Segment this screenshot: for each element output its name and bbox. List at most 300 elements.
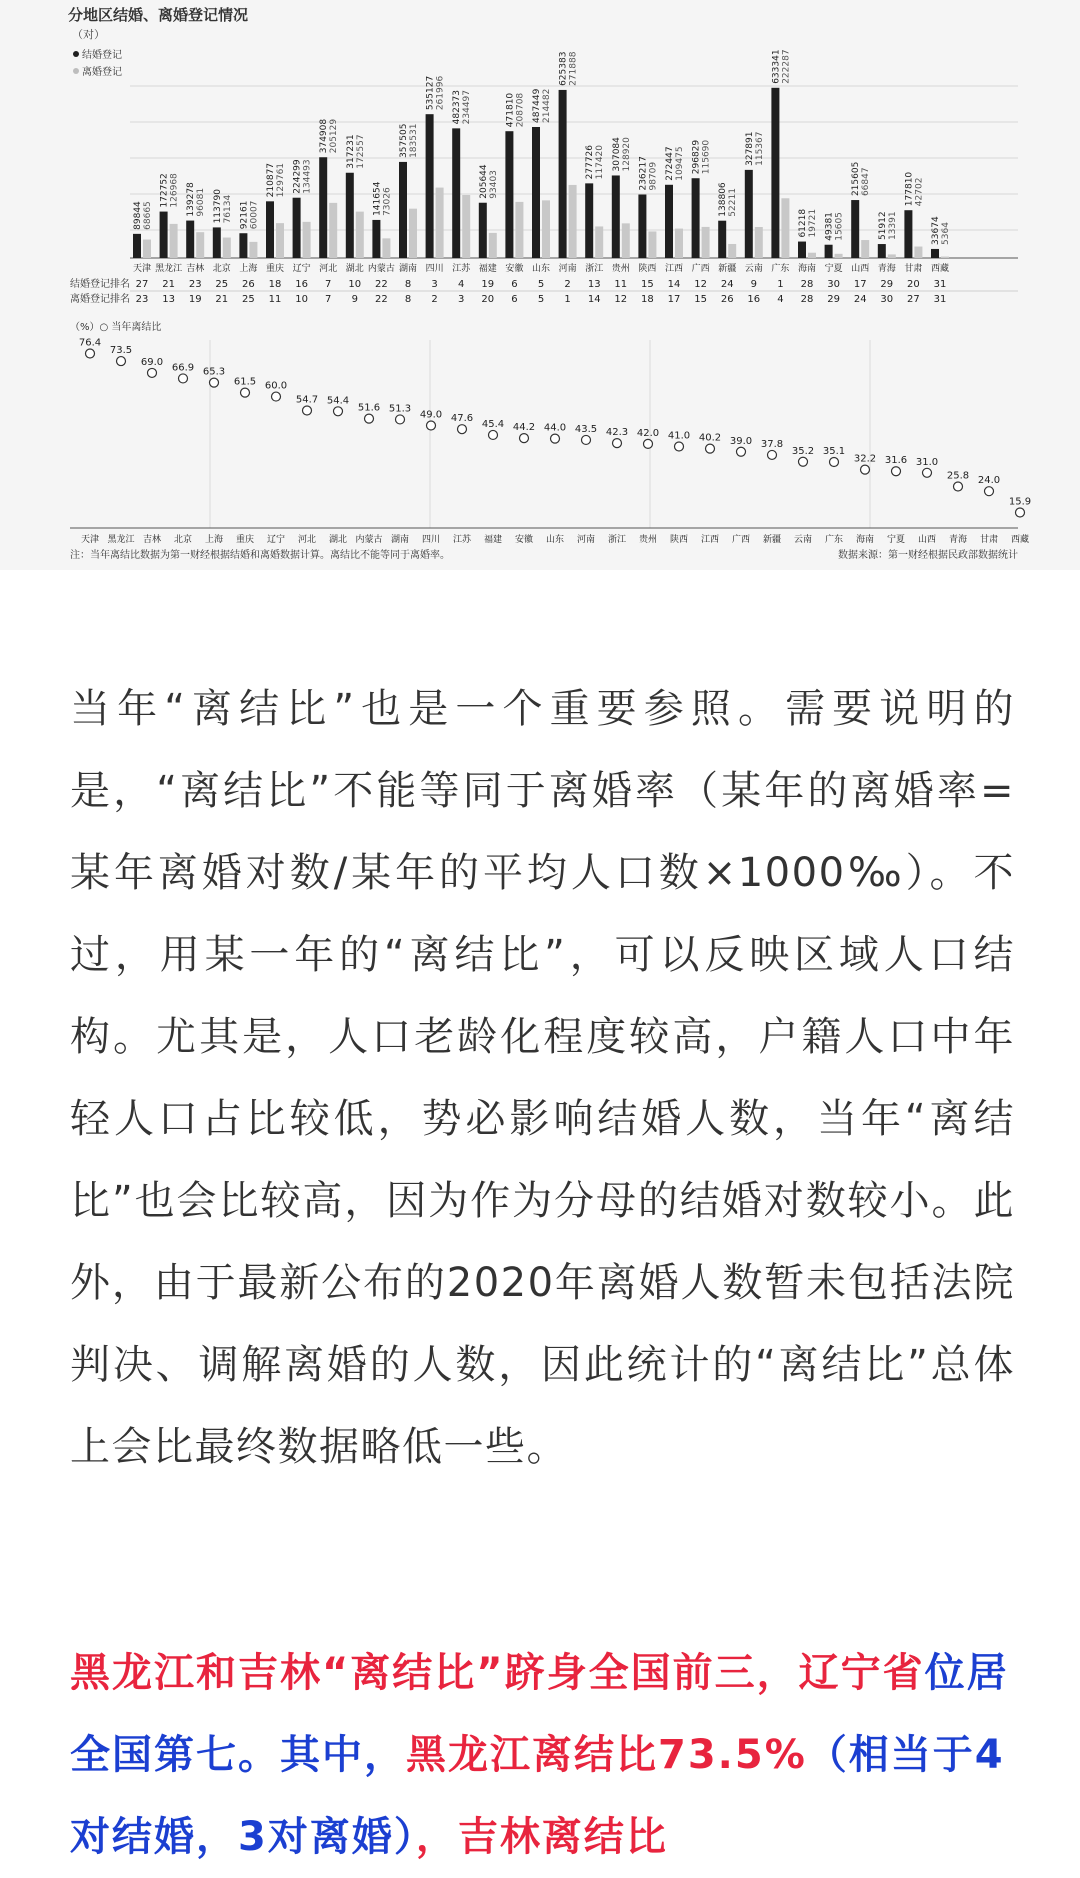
marriage-bar — [346, 173, 354, 258]
ratio-value-label: 25.8 — [946, 470, 970, 482]
ratio-value-label: 73.5 — [109, 345, 133, 357]
bar-category-label: 广东 — [771, 264, 790, 274]
bar-category-label: 湖北 — [345, 264, 364, 274]
divorce-bar — [436, 188, 444, 258]
bar-category-label: 辽宁 — [292, 264, 311, 274]
marriage-bar — [133, 234, 141, 258]
divorce-rank-value: 5 — [537, 294, 545, 305]
bar-category-label: 浙江 — [585, 264, 604, 274]
ratio-point — [489, 430, 498, 439]
marriage-bar — [718, 221, 726, 258]
marriage-bar — [266, 201, 274, 258]
ratio-category-label: 甘肃 — [979, 535, 999, 545]
marriage-value-label: 177810 — [904, 171, 915, 207]
ratio-value-label: 44.0 — [543, 422, 567, 434]
article-body — [70, 668, 1015, 1488]
ratio-point — [303, 406, 312, 415]
ratio-category-label: 湖北 — [328, 535, 348, 545]
ratio-point — [768, 450, 777, 459]
divorce-rank-value: 7 — [325, 294, 332, 305]
marriage-rank-value: 14 — [667, 279, 681, 290]
divorce-bar — [462, 195, 470, 258]
divorce-rank-value: 8 — [404, 294, 412, 305]
legend-divorce-swatch — [73, 68, 79, 74]
divorce-value-label: 115367 — [754, 131, 765, 166]
ratio-point — [923, 468, 932, 477]
divorce-value-label: 13391 — [887, 211, 898, 241]
bar-category-label: 山东 — [531, 264, 551, 274]
divorce-bar — [196, 232, 204, 258]
divorce-bar — [303, 222, 311, 258]
divorce-value-label: 134493 — [302, 159, 313, 194]
ratio-point — [117, 357, 126, 366]
highlight-paragraph — [70, 1632, 1015, 1878]
ratio-value-label: 39.0 — [729, 435, 753, 447]
bar-category-label: 海南 — [797, 264, 817, 274]
marriage-bar — [931, 249, 939, 258]
divorce-bar — [728, 244, 736, 258]
marriage-rank-value: 24 — [720, 279, 734, 290]
marriage-value-label: 205644 — [478, 164, 489, 199]
marriage-rank-value: 2 — [564, 279, 571, 290]
highlight-run-5: ，吉林离结比 — [415, 1814, 668, 1860]
marriage-bar — [186, 221, 194, 258]
ratio-point — [551, 434, 560, 443]
ratio-category-label: 江苏 — [452, 535, 472, 545]
divorce-rank-value: 16 — [747, 294, 761, 305]
divorce-bar — [329, 203, 337, 258]
bar-category-label: 甘肃 — [904, 264, 923, 274]
marriage-bar — [213, 227, 221, 258]
marriage-value-label: 113790 — [212, 189, 223, 224]
divorce-bar — [569, 185, 577, 258]
marriage-rank-value: 5 — [537, 279, 545, 290]
ratio-value-label: 45.4 — [481, 418, 505, 430]
ratio-value-label: 76.4 — [78, 337, 102, 349]
bar-category-label: 福建 — [478, 264, 497, 274]
marriage-bar — [585, 183, 593, 258]
marriage-rank-value: 7 — [325, 279, 332, 290]
ratio-value-label: 41.0 — [667, 430, 691, 442]
bar-category-label: 湖南 — [398, 264, 418, 274]
legend-marriage-label: 结婚登记 — [82, 50, 122, 61]
ratio-point — [241, 388, 250, 397]
highlight-run-1: 黑龙江和吉林“离结比”跻身全国前三，辽宁省 — [70, 1650, 925, 1696]
ratio-point — [1016, 508, 1025, 517]
marriage-value-label: 236217 — [638, 156, 649, 191]
marriage-bar — [878, 244, 886, 258]
divorce-bar — [755, 227, 763, 258]
divorce-rank-value: 23 — [135, 294, 149, 305]
ratio-category-label: 北京 — [173, 535, 193, 545]
divorce-bar — [223, 238, 231, 258]
marriage-rank-value: 18 — [268, 279, 282, 290]
chart-note: 注：当年离结比数据为第一财经根据结婚和离婚数据计算。离结比不能等同于离婚率。 — [70, 550, 450, 561]
bar-category-label: 新疆 — [718, 264, 737, 274]
ratio-point — [861, 465, 870, 474]
bar-category-label: 上海 — [239, 264, 258, 274]
marriage-value-label: 51912 — [877, 211, 888, 241]
ratio-point — [179, 374, 188, 383]
divorce-bar — [941, 257, 949, 258]
marriage-rank-value: 31 — [933, 279, 947, 290]
divorce-bar — [702, 227, 710, 258]
divorce-bar — [622, 223, 630, 258]
marriage-bar — [426, 114, 434, 258]
marriage-bar — [904, 210, 912, 258]
divorce-rank-value: 17 — [667, 294, 681, 305]
ratio-point — [675, 442, 684, 451]
marriage-value-label: 33674 — [931, 216, 941, 245]
divorce-bar — [648, 231, 656, 258]
bar-category-label: 黑龙江 — [155, 264, 183, 274]
marriage-value-label: 307084 — [611, 137, 622, 172]
divorce-rank-value: 31 — [933, 294, 947, 305]
marriage-value-label: 633341 — [771, 49, 782, 84]
marriage-value-label: 172752 — [159, 173, 170, 208]
marriage-rank-value: 8 — [404, 279, 412, 290]
marriage-bar — [665, 185, 673, 258]
marriage-value-label: 224299 — [292, 159, 303, 194]
divorce-bar — [808, 253, 816, 258]
marriage-bar — [452, 128, 460, 258]
marriage-rank-value: 9 — [750, 279, 757, 290]
article-paragraph: 当年“离结比”也是一个重要参照。需要说明的是，“离结比”不能等同于离婚率（某年的离婚率=某年离婚对数/某年的平均人口数×1000‰）。不过，用某一年的“离结比”，可以反映区域人口结构。尤其是，人口老龄化程度较高，户籍人口中年轻人口占比较低，势必影响结婚人数，当年“离结比”也会比较高，因为作为分母的结婚对数较小。此外，由于最新公布的2020年离婚人数暂未包括法院判决、调解离婚的人数，因此统计的“离结比”总体上会比最终数据略低一些。 — [70, 686, 1015, 1470]
marriage-bar — [293, 198, 301, 258]
divorce-value-label: 96081 — [196, 187, 207, 217]
divorce-value-label: 52211 — [728, 188, 739, 217]
marriage-value-label: 296829 — [691, 139, 702, 175]
marriage-rank-value: 29 — [880, 279, 894, 290]
marriage-value-label: 277726 — [585, 145, 596, 180]
marriage-value-label: 141654 — [372, 181, 383, 216]
divorce-bar — [542, 200, 550, 258]
ratio-category-label: 山东 — [545, 535, 565, 545]
ratio-category-label: 云南 — [793, 535, 813, 545]
ratio-category-label: 宁夏 — [886, 535, 906, 545]
marriage-value-label: 625383 — [558, 51, 569, 86]
marriage-bar — [798, 242, 806, 258]
divorce-rank-value: 13 — [162, 294, 175, 305]
highlight-run-2: 位居全国第七。其中， — [70, 1650, 1009, 1778]
ratio-category-label: 内蒙古 — [355, 535, 383, 545]
ratio-category-label: 吉林 — [142, 535, 162, 545]
marriage-value-label: 535127 — [425, 75, 436, 111]
ratio-value-label: 65.3 — [202, 366, 226, 378]
marriage-bar — [319, 157, 327, 258]
divorce-value-label: 73026 — [382, 187, 393, 216]
ratio-category-label: 上海 — [204, 535, 224, 545]
ratio-point — [892, 467, 901, 476]
ratio-value-label: 32.2 — [853, 453, 877, 465]
ratio-point — [427, 421, 436, 430]
divorce-rank-value: 29 — [827, 294, 840, 305]
marriage-rank-value: 12 — [694, 279, 707, 290]
ratio-value-label: 15.9 — [1008, 496, 1032, 508]
divorce-rank-value: 14 — [587, 294, 601, 305]
divorce-rank-value: 22 — [375, 294, 388, 305]
bar-category-label: 贵州 — [611, 264, 630, 274]
ratio-category-label: 天津 — [80, 535, 100, 545]
bar-category-label: 天津 — [132, 264, 152, 274]
marriage-bar — [771, 88, 779, 258]
marriage-bar — [479, 203, 487, 258]
marriage-rank-value: 27 — [135, 279, 149, 290]
marriage-rank-value: 4 — [458, 279, 465, 290]
ratio-value-label: 35.1 — [822, 446, 846, 458]
ratio-value-label: 24.0 — [977, 475, 1001, 487]
ratio-category-label: 山西 — [917, 535, 937, 545]
marriage-bar — [612, 175, 620, 258]
ratio-category-label: 安徽 — [514, 535, 534, 545]
divorce-bar — [143, 240, 151, 258]
divorce-rank-value: 21 — [215, 294, 229, 305]
divorce-value-label: 126968 — [169, 173, 180, 208]
divorce-value-label: 98709 — [648, 161, 659, 191]
ratio-category-label: 江西 — [700, 535, 720, 545]
divorce-rank-value: 27 — [907, 294, 920, 305]
marriage-rank-value: 15 — [641, 279, 654, 290]
divorce-bar — [409, 209, 417, 258]
divorce-bar — [249, 242, 257, 258]
ratio-category-label: 福建 — [483, 535, 503, 545]
ratio-category-label: 贵州 — [638, 535, 658, 545]
divorce-rank-value: 19 — [188, 294, 202, 305]
marriage-rank-value: 30 — [827, 279, 840, 290]
marriage-value-label: 49381 — [824, 212, 835, 241]
marriage-bar — [638, 195, 646, 258]
divorce-value-label: 60007 — [249, 200, 260, 230]
legend-divorce-label: 离婚登记 — [82, 67, 122, 78]
divorce-value-label: 222287 — [781, 49, 792, 84]
divorce-value-label: 15605 — [834, 212, 845, 241]
bar-category-label: 宁夏 — [824, 264, 843, 274]
ratio-value-label: 54.4 — [326, 395, 350, 407]
marriage-value-label: 210877 — [266, 162, 276, 198]
divorce-rank-value: 11 — [268, 294, 282, 305]
ratio-point — [644, 439, 653, 448]
divorce-rank-value: 30 — [880, 294, 894, 305]
chart-unit-label: （对） — [72, 28, 105, 41]
ratio-value-label: 66.9 — [171, 362, 195, 374]
highlight-run-3: 黑龙江离结比73.5% — [406, 1732, 807, 1778]
marriage-rank-value: 10 — [348, 279, 362, 290]
ratio-point — [396, 415, 405, 424]
ratio-point — [334, 407, 343, 416]
ratio-value-label: 40.2 — [698, 432, 722, 444]
marriage-rank-value: 23 — [188, 279, 202, 290]
divorce-value-label: 76134 — [222, 194, 233, 224]
marriage-rank-value: 6 — [511, 279, 518, 290]
ratio-category-label: 重庆 — [235, 535, 255, 545]
marriage-value-label: 487449 — [532, 88, 542, 123]
marriage-bar — [692, 178, 700, 258]
ratio-value-label: 37.8 — [760, 438, 784, 450]
divorce-bar — [382, 238, 390, 258]
chart-figure — [0, 0, 1080, 570]
ratio-value-label: 51.3 — [388, 403, 412, 415]
marriage-rank-value: 25 — [215, 279, 229, 290]
divorce-value-label: 117420 — [595, 145, 606, 180]
bar-category-label: 西藏 — [930, 264, 950, 274]
ratio-category-label: 青海 — [948, 535, 968, 545]
highlight-run-4: （相当于4对结婚，3对离婚） — [70, 1732, 1005, 1860]
ratio-value-label: 60.0 — [264, 380, 288, 392]
ratio-category-label: 陕西 — [669, 535, 689, 545]
bar-category-label: 广西 — [691, 264, 710, 274]
marriage-bar — [372, 220, 380, 258]
bar-category-label: 江西 — [664, 264, 684, 274]
chart-svg — [0, 0, 1080, 570]
ratio-point — [613, 439, 622, 448]
ratio-category-label: 浙江 — [607, 535, 627, 545]
divorce-value-label: 234497 — [462, 90, 473, 125]
divorce-bar — [888, 254, 896, 258]
ratio-point — [954, 482, 963, 491]
divorce-rank-value: 20 — [481, 294, 495, 305]
ratio-point — [737, 447, 746, 456]
bar-category-label: 云南 — [744, 264, 763, 274]
bar-category-label: 青海 — [877, 264, 896, 274]
divorce-bar — [781, 198, 789, 258]
marriage-value-label: 317231 — [345, 134, 356, 169]
divorce-bar — [595, 226, 603, 258]
marriage-rank-value: 19 — [481, 279, 495, 290]
ratio-value-label: 51.6 — [357, 402, 381, 414]
divorce-bar — [276, 223, 284, 258]
ratio-value-label: 54.7 — [295, 394, 319, 406]
divorce-rank-value: 2 — [431, 294, 438, 305]
divorce-bar — [515, 202, 523, 258]
marriage-bar — [399, 162, 407, 258]
divorce-bar — [675, 229, 683, 258]
divorce-rank-value: 10 — [295, 294, 308, 305]
bar-category-label: 内蒙古 — [367, 264, 395, 274]
marriage-value-label: 61218 — [798, 208, 808, 238]
bar-category-label: 山西 — [851, 264, 870, 274]
ratio-category-label: 辽宁 — [266, 535, 286, 545]
marriage-value-label: 327891 — [744, 131, 755, 166]
marriage-value-label: 215605 — [851, 161, 862, 197]
divorce-value-label: 261996 — [435, 75, 446, 111]
divorce-value-label: 129761 — [276, 162, 286, 198]
ratio-value-label: 61.5 — [233, 376, 257, 388]
divorce-rank-value: 26 — [720, 294, 734, 305]
ratio-value-label: 31.6 — [884, 455, 908, 467]
marriage-value-label: 92161 — [239, 200, 250, 230]
marriage-bar — [160, 212, 168, 258]
divorce-value-label: 172557 — [355, 134, 366, 169]
divorce-value-label: 66847 — [861, 167, 872, 197]
chart-source: 数据来源：第一财经根据民政部数据统计 — [838, 550, 1018, 561]
divorce-value-label: 68665 — [143, 201, 153, 230]
marriage-rank-value: 26 — [242, 279, 255, 290]
divorce-value-label: 42702 — [914, 177, 925, 207]
divorce-bar — [914, 247, 922, 258]
divorce-bar — [861, 240, 869, 258]
marriage-rank-value: 21 — [162, 279, 175, 290]
divorce-rank-value: 4 — [777, 294, 784, 305]
marriage-value-label: 374908 — [319, 118, 330, 154]
divorce-rank-value: 1 — [564, 294, 571, 305]
divorce-rank-value: 3 — [458, 294, 465, 305]
divorce-value-label: 208708 — [515, 92, 526, 128]
marriage-rank-value: 16 — [295, 279, 308, 290]
divorce-value-label: 205129 — [329, 118, 340, 154]
marriage-bar — [825, 245, 833, 258]
chart-title: 分地区结婚、离婚登记情况 — [68, 6, 249, 24]
marriage-value-label: 357505 — [399, 123, 409, 158]
ratio-point — [272, 392, 281, 401]
divorce-rank-value: 25 — [242, 294, 255, 305]
marriage-value-label: 482373 — [452, 90, 463, 125]
ratio-category-label: 西藏 — [1010, 535, 1030, 545]
divorce-value-label: 19721 — [808, 208, 818, 238]
ratio-point — [148, 368, 157, 377]
divorce-value-label: 271888 — [568, 51, 579, 86]
marriage-bar — [851, 200, 859, 258]
ratio-category-label: 海南 — [855, 535, 875, 545]
divorce-value-label: 93403 — [488, 170, 499, 199]
ratio-category-label: 新疆 — [762, 535, 782, 545]
bar-category-label: 江苏 — [452, 264, 471, 274]
divorce-rank-value: 6 — [511, 294, 518, 305]
ratio-value-label: 42.3 — [605, 427, 629, 439]
ratio-category-label: 黑龙江 — [107, 535, 135, 545]
ratio-value-label: 44.2 — [512, 422, 536, 434]
ratio-category-label: 广东 — [824, 535, 844, 545]
marriage-rank-value: 1 — [777, 279, 784, 290]
marriage-rank-value: 17 — [853, 279, 867, 290]
marriage-rank-value: 3 — [431, 279, 438, 290]
divorce-bar — [489, 233, 497, 258]
ratio-point — [86, 349, 95, 358]
divorce-rank-value: 24 — [853, 294, 867, 305]
bar-category-label: 河北 — [319, 264, 338, 274]
ratio-point — [582, 435, 591, 444]
bar-category-label: 四川 — [425, 264, 444, 274]
ratio-value-label: 69.0 — [140, 356, 164, 368]
ratio-value-label: 43.5 — [574, 423, 598, 435]
legend-marriage-swatch — [73, 51, 79, 57]
divorce-value-label: 128920 — [621, 137, 632, 172]
bar-category-label: 吉林 — [186, 264, 205, 274]
bar-category-label: 河南 — [558, 264, 577, 274]
divorce-value-label: 115690 — [701, 139, 712, 175]
ratio-category-label: 广西 — [731, 535, 751, 545]
ratio-value-label: 47.6 — [450, 413, 474, 425]
ratio-point — [365, 414, 374, 423]
divorce-bar — [170, 224, 178, 258]
ratio-point — [985, 487, 994, 496]
ratio-value-label: 31.0 — [915, 456, 939, 468]
divorce-rank-value: 18 — [641, 294, 654, 305]
ratio-point — [830, 458, 839, 467]
ratio-value-label: 35.2 — [791, 445, 815, 457]
marriage-rank-row-label: 结婚登记排名 — [70, 279, 130, 290]
ratio-category-label: 河南 — [576, 535, 596, 545]
marriage-value-label: 471810 — [505, 92, 516, 128]
marriage-value-label: 139278 — [186, 182, 197, 217]
bar-category-label: 北京 — [212, 264, 231, 274]
ratio-point — [799, 457, 808, 466]
ratio-point — [210, 378, 219, 387]
ratio-point — [458, 425, 467, 434]
bar-category-label: 陕西 — [638, 264, 657, 274]
divorce-value-label: 5364 — [941, 222, 951, 245]
divorce-rank-value: 28 — [800, 294, 814, 305]
divorce-rank-value: 9 — [351, 294, 358, 305]
